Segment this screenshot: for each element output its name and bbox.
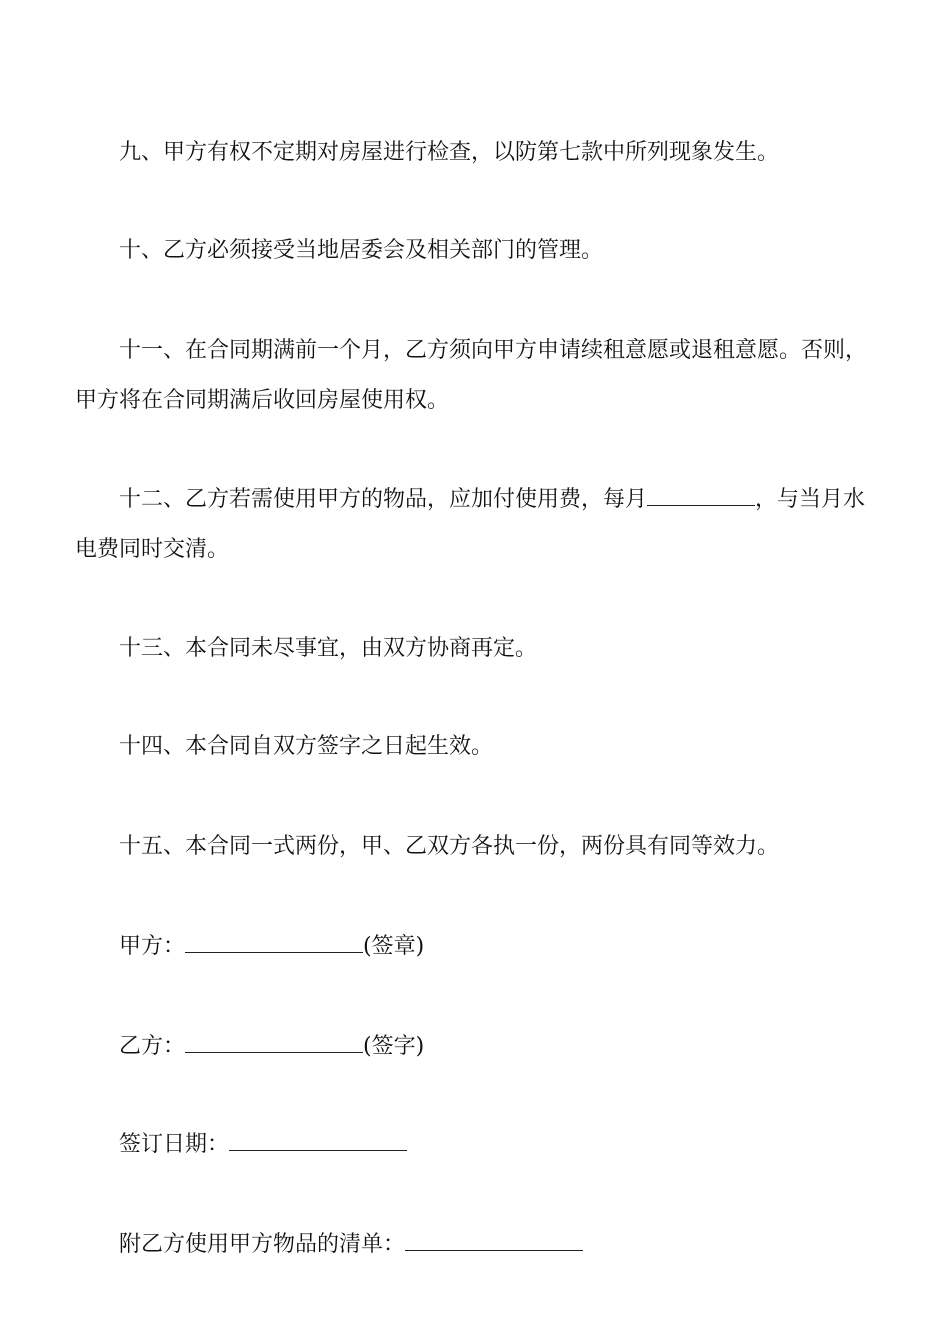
party-a-suffix: (签章)	[363, 934, 425, 959]
appendix-line	[75, 1220, 880, 1270]
party-a-signature-blank[interactable]	[185, 926, 363, 953]
clause-11-text: 十一、在合同期满前一个月，乙方须向甲方申请续租意愿或退租意愿。否则，甲方将在合同期满后收回房屋使用权。	[75, 338, 868, 413]
clause-10-text: 十、乙方必须接受当地居委会及相关部门的管理。	[119, 238, 604, 263]
clause-14-text: 十四、本合同自双方签字之日起生效。	[119, 734, 494, 759]
clause-11	[75, 326, 880, 426]
clause-12-text-before: 十二、乙方若需使用甲方的物品，应加付使用费，每月	[119, 487, 648, 512]
monthly-fee-blank[interactable]	[647, 479, 755, 506]
appendix-label: 附乙方使用甲方物品的清单：	[119, 1232, 406, 1257]
clause-15	[75, 822, 880, 872]
sign-date-line	[75, 1120, 880, 1170]
clause-10	[75, 226, 880, 276]
party-b-suffix: (签字)	[363, 1034, 425, 1059]
clause-13	[75, 624, 880, 674]
party-b-signature-line	[75, 1022, 880, 1072]
clause-12-text-after: ，与当月水电费同时交清。	[75, 487, 866, 562]
clause-13-text: 十三、本合同未尽事宜，由双方协商再定。	[119, 636, 538, 661]
party-a-label: 甲方：	[119, 934, 186, 959]
clause-9	[75, 128, 880, 178]
party-b-signature-blank[interactable]	[185, 1026, 363, 1053]
appendix-blank[interactable]	[405, 1224, 583, 1251]
party-b-label: 乙方：	[119, 1034, 186, 1059]
sign-date-blank[interactable]	[229, 1124, 407, 1151]
clause-15-text: 十五、本合同一式两份，甲、乙双方各执一份，两份具有同等效力。	[119, 834, 780, 859]
clause-9-text: 九、甲方有权不定期对房屋进行检查，以防第七款中所列现象发生。	[119, 140, 780, 165]
sign-date-label: 签订日期：	[119, 1132, 230, 1157]
party-a-signature-line	[75, 922, 880, 972]
clause-14	[75, 722, 880, 772]
clause-12	[75, 475, 880, 575]
